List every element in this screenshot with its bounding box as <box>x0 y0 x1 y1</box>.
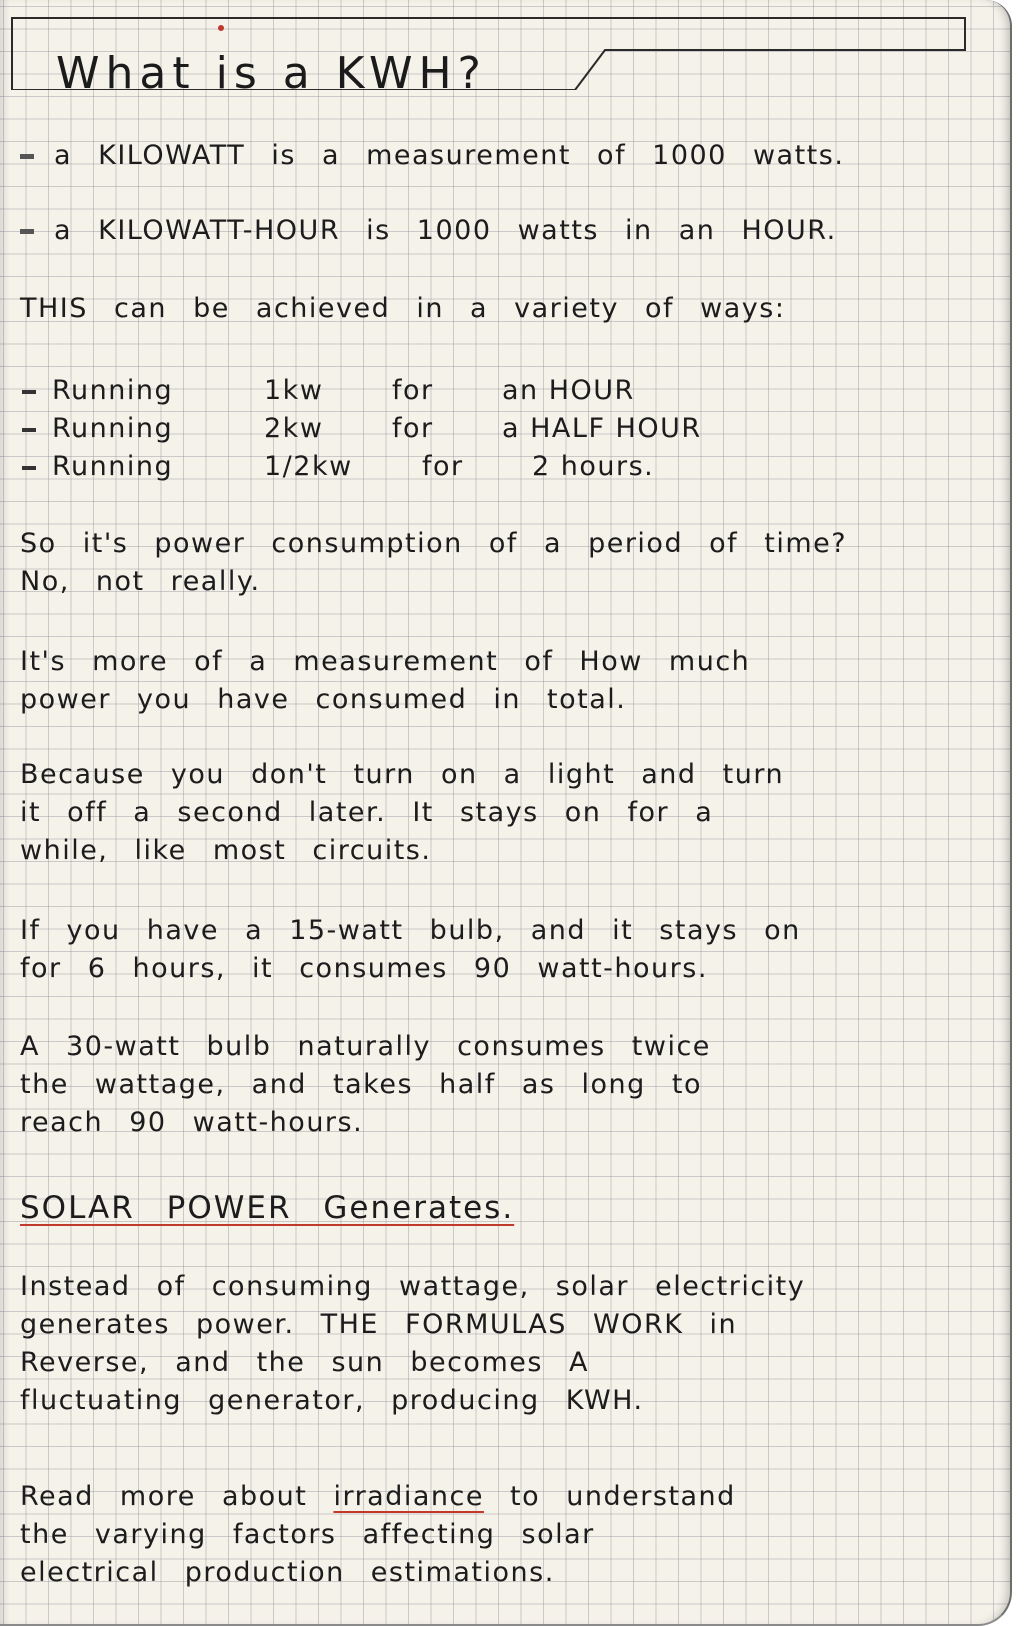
paragraph-measurement-line-1: It's more of a measurement of How much <box>20 646 751 677</box>
paragraph-light-line-3: while, like most circuits. <box>20 835 432 866</box>
list-item-prep: for <box>392 375 434 406</box>
paragraph-30w-line-2: the wattage, and takes half as long to <box>20 1069 702 1100</box>
bullet-icon <box>20 229 34 234</box>
paragraph-solar-line-3: Reverse, and the sun becomes A <box>20 1347 589 1378</box>
paragraph-light-line-2: it off a second later. It stays on for a <box>20 797 714 828</box>
bullet-icon <box>20 154 34 159</box>
list-item-amount: 2kw <box>264 413 324 444</box>
paragraph-solar-line-2: generates power. THE FORMULAS WORK in <box>20 1309 738 1340</box>
paragraph-solar-line-4: fluctuating generator, producing KWH. <box>20 1385 644 1416</box>
page-spine-shadow <box>0 0 10 1624</box>
paragraph-question-line-1: So it's power consumption of a period of time? <box>20 528 848 559</box>
paragraph-question-line-2: No, not really. <box>20 566 261 597</box>
dash-icon <box>22 428 36 432</box>
dash-icon <box>22 466 36 470</box>
list-item-verb: Running <box>52 413 174 444</box>
list-item-rest: 2 hours. <box>532 451 655 482</box>
paragraph-30w-line-3: reach 90 watt-hours. <box>20 1107 364 1138</box>
list-item-verb: Running <box>52 375 174 406</box>
paragraph-15w-line-2: for 6 hours, it consumes 90 watt-hours. <box>20 953 708 984</box>
list-item-rest: a HALF HOUR <box>502 413 702 444</box>
irradiance-suffix: to understand <box>483 1481 736 1512</box>
paragraph-ways-intro: THIS can be achieved in a variety of ways: <box>20 293 786 324</box>
list-item-amount: 1/2kw <box>264 451 353 482</box>
paragraph-kilowatt <box>20 137 844 175</box>
dash-icon <box>22 390 36 394</box>
paragraph-irradiance-line-1 <box>20 1478 736 1516</box>
list-item-prep: for <box>392 413 434 444</box>
paragraph-irradiance-line-2: the varying factors affecting solar <box>20 1519 595 1550</box>
paragraph-kilowatt-text: a KILOWATT is a measurement of 1000 watts. <box>54 140 845 171</box>
irradiance-link[interactable]: irradiance <box>333 1481 484 1512</box>
paragraph-kilowatt-hour <box>20 212 837 250</box>
paragraph-15w-line-1: If you have a 15-watt bulb, and it stays on <box>20 915 801 946</box>
paragraph-measurement-line-2: power you have consumed in total. <box>20 684 627 715</box>
paragraph-30w-line-1: A 30-watt bulb naturally consumes twice <box>20 1031 711 1062</box>
list-item-amount: 1kw <box>264 375 324 406</box>
page-title: What is a KWH? <box>56 48 487 99</box>
paragraph-solar-line-1: Instead of consuming wattage, solar electricity <box>20 1271 806 1302</box>
section-heading: SOLAR POWER Generates. <box>20 1190 515 1226</box>
title-box <box>10 10 968 99</box>
list-item-prep: for <box>422 451 464 482</box>
paragraph-light-line-1: Because you don't turn on a light and turn <box>20 759 785 790</box>
paragraph-irradiance-line-3: electrical production estimations. <box>20 1557 555 1588</box>
list-item-verb: Running <box>52 451 174 482</box>
irradiance-prefix: Read more about <box>20 1481 334 1512</box>
list-item-rest: an HOUR <box>502 375 635 406</box>
paragraph-kilowatt-hour-text: a KILOWATT-HOUR is 1000 watts in an HOUR. <box>54 215 837 246</box>
